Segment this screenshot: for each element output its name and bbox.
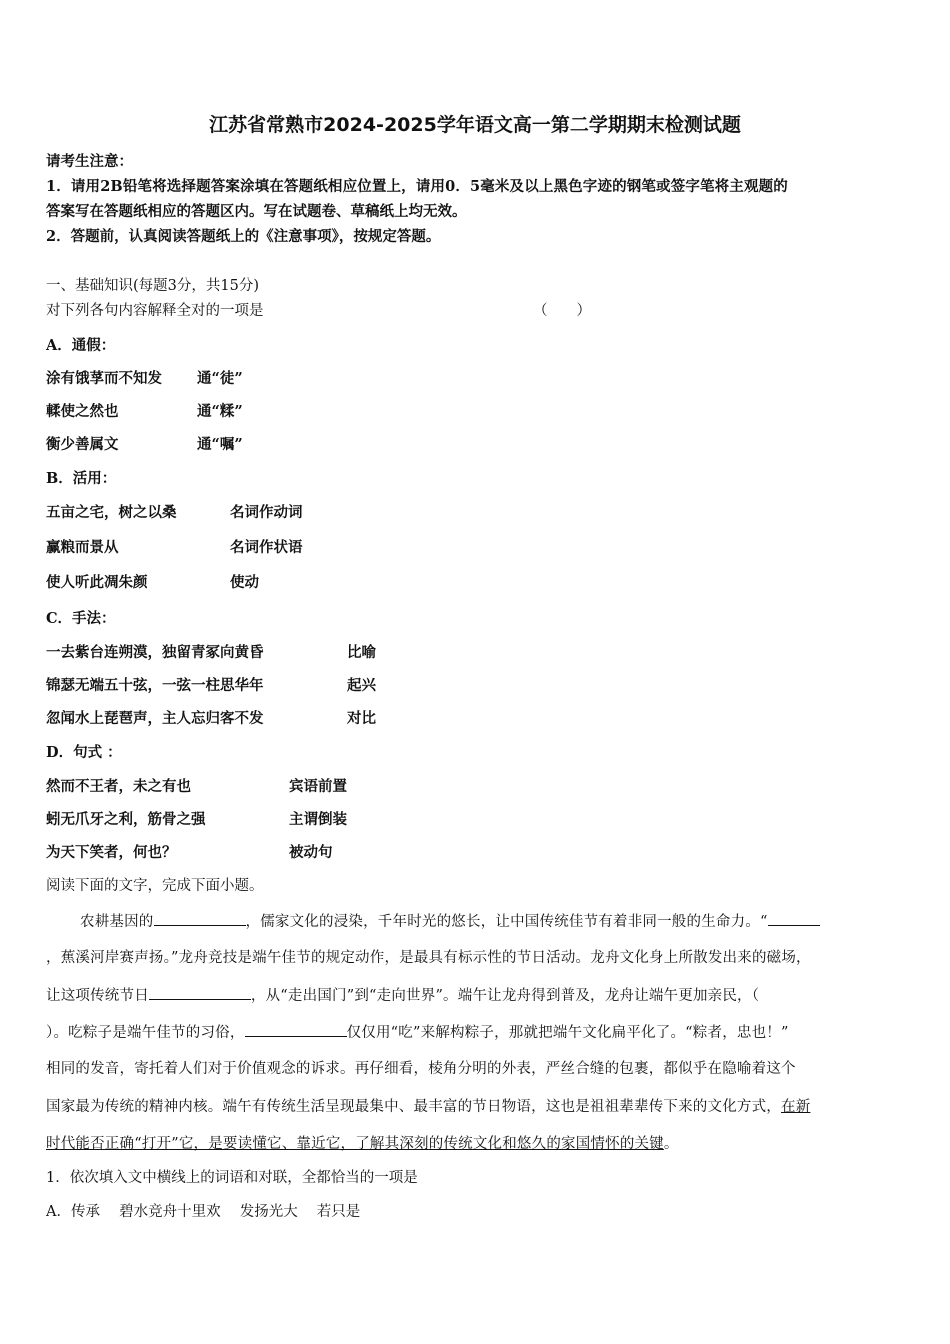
option-d-row: [46, 777, 496, 797]
page-title: 江苏省常熟市2024-2025学年语文高一第二学期期末检测试题: [209, 114, 741, 136]
row-text: 衡少善属文: [46, 436, 119, 453]
underlined-text: 时代能否正确“打开”它，是要读懂它、靠近它，了解其深刻的传统文化和悠久的家国情怀的关键: [46, 1136, 664, 1152]
option-b-label: B．活用：: [46, 470, 117, 487]
row-note: 名词作动词: [230, 504, 303, 521]
passage-text: ，儒家文化的浸染，千年时光的悠长，让中国传统佳节有着非同一般的生命力。“: [245, 914, 768, 930]
option-d-label: D．句式 ：: [46, 744, 122, 761]
row-text: 为天下笑者，何也？: [46, 844, 177, 861]
notice-line-1: 1．请用2B铅笔将选择题答案涂填在答题纸相应位置上，请用0．5毫米及以上黑色字迹的钢笔或签字笔将主观题的: [46, 178, 788, 195]
row-text: 使人听此凋朱颜: [46, 574, 148, 591]
option-a-label: A．通假：: [46, 337, 116, 354]
passage-text: 让这项传统节日: [46, 988, 149, 1004]
answer-paren: （ ）: [533, 303, 591, 319]
row-note: 对比: [347, 710, 376, 727]
fill-blank: [149, 985, 251, 1000]
fill-blank: [154, 911, 246, 926]
fill-blank: [768, 911, 820, 926]
reading-intro: 阅读下面的文字，完成下面小题。: [46, 878, 264, 894]
question-stem: [46, 301, 646, 321]
row-note: 通“糅”: [197, 403, 243, 420]
passage-line-2: ，蕉溪河岸赛声扬。”龙舟竞技是端午佳节的规定动作，是最具有标示性的节日活动。龙舟文化身上所散发出来的磁场，: [46, 950, 811, 966]
passage-line-5: 相同的发音，寄托着人们对于价值观念的诉求。再仔细看，棱角分明的外表，严丝合缝的包裹，都似乎在隐喻着这个: [46, 1061, 796, 1077]
passage-text: ）。吃粽子是端午佳节的习俗，: [46, 1025, 245, 1041]
row-note: 使动: [230, 574, 259, 591]
option-c-row: [46, 709, 496, 729]
option-c-label: C．手法：: [46, 610, 116, 627]
passage-text: 。: [663, 1136, 679, 1152]
passage-line-7: [46, 1134, 908, 1154]
passage-line-6: [46, 1097, 908, 1117]
option-a-row: [46, 402, 446, 422]
option-d-row: [46, 810, 496, 830]
row-note: 比喻: [347, 644, 376, 661]
passage-text: 农耕基因的: [80, 914, 154, 930]
row-note: 通“徒”: [197, 370, 243, 387]
option-d-row: [46, 843, 496, 863]
row-note: 宾语前置: [289, 778, 347, 795]
passage-line-4: [46, 1022, 908, 1043]
option-b-row: [46, 503, 446, 523]
option-a-row: [46, 435, 446, 455]
row-note: 名词作状语: [230, 539, 303, 556]
row-text: 赢粮而景从: [46, 539, 119, 556]
notice-line-1b: 答案写在答题纸相应的答题区内。写在试题卷、草稿纸上均无效。: [46, 203, 467, 220]
passage-line-3: [46, 985, 908, 1006]
section-heading: 一、基础知识(每题3分，共15分): [46, 278, 259, 294]
option-c-row: [46, 676, 496, 696]
question-text: 对下列各句内容解释全对的一项是: [46, 303, 264, 319]
row-text: 忽闻水上琵琶声，主人忘归客不发: [46, 710, 264, 727]
row-text: 锦瑟无端五十弦，一弦一柱思华年: [46, 677, 264, 694]
row-note: 通“嘱”: [197, 436, 243, 453]
row-text: 蚓无爪牙之利，筋骨之强: [46, 811, 206, 828]
q1-option-a: A．传承 碧水竞舟十里欢 发扬光大 若只是: [46, 1204, 361, 1220]
fill-blank: [245, 1022, 347, 1037]
notice-line-2: 2．答题前，认真阅读答题纸上的《注意事项》，按规定答题。: [46, 228, 441, 245]
option-a-row: [46, 369, 446, 389]
row-text: 輮使之然也: [46, 403, 119, 420]
row-text: 五亩之宅，树之以桑: [46, 504, 177, 521]
row-text: 一去紫台连朔漠，独留青冢向黄昏: [46, 644, 264, 661]
passage-text: 仅仅用“吃”来解构粽子，那就把端午文化扁平化了。“粽者，忠也！”: [346, 1025, 789, 1041]
passage-text: ，从“走出国门”到“走向世界”。端午让龙舟得到普及，龙舟让端午更加亲民，（: [250, 988, 760, 1004]
row-note: 主谓倒装: [289, 811, 347, 828]
option-b-row: [46, 538, 446, 558]
option-b-row: [46, 573, 446, 593]
row-text: 涂有饿莩而不知发: [46, 370, 162, 387]
passage-text: 国家最为传统的精神内核。端午有传统生活呈现最集中、最丰富的节日物语，这也是祖祖辈辈传下来的文化方式，: [46, 1099, 781, 1115]
option-c-row: [46, 643, 496, 663]
row-note: 起兴: [347, 677, 376, 694]
passage-line-1: [46, 911, 908, 932]
underlined-text: 在新: [781, 1099, 811, 1115]
row-note: 被动句: [289, 844, 333, 861]
row-text: 然而不王者，未之有也: [46, 778, 191, 795]
notice-heading: 请考生注意：: [46, 153, 133, 170]
q1-stem: 1．依次填入文中横线上的词语和对联，全都恰当的一项是: [46, 1170, 418, 1186]
